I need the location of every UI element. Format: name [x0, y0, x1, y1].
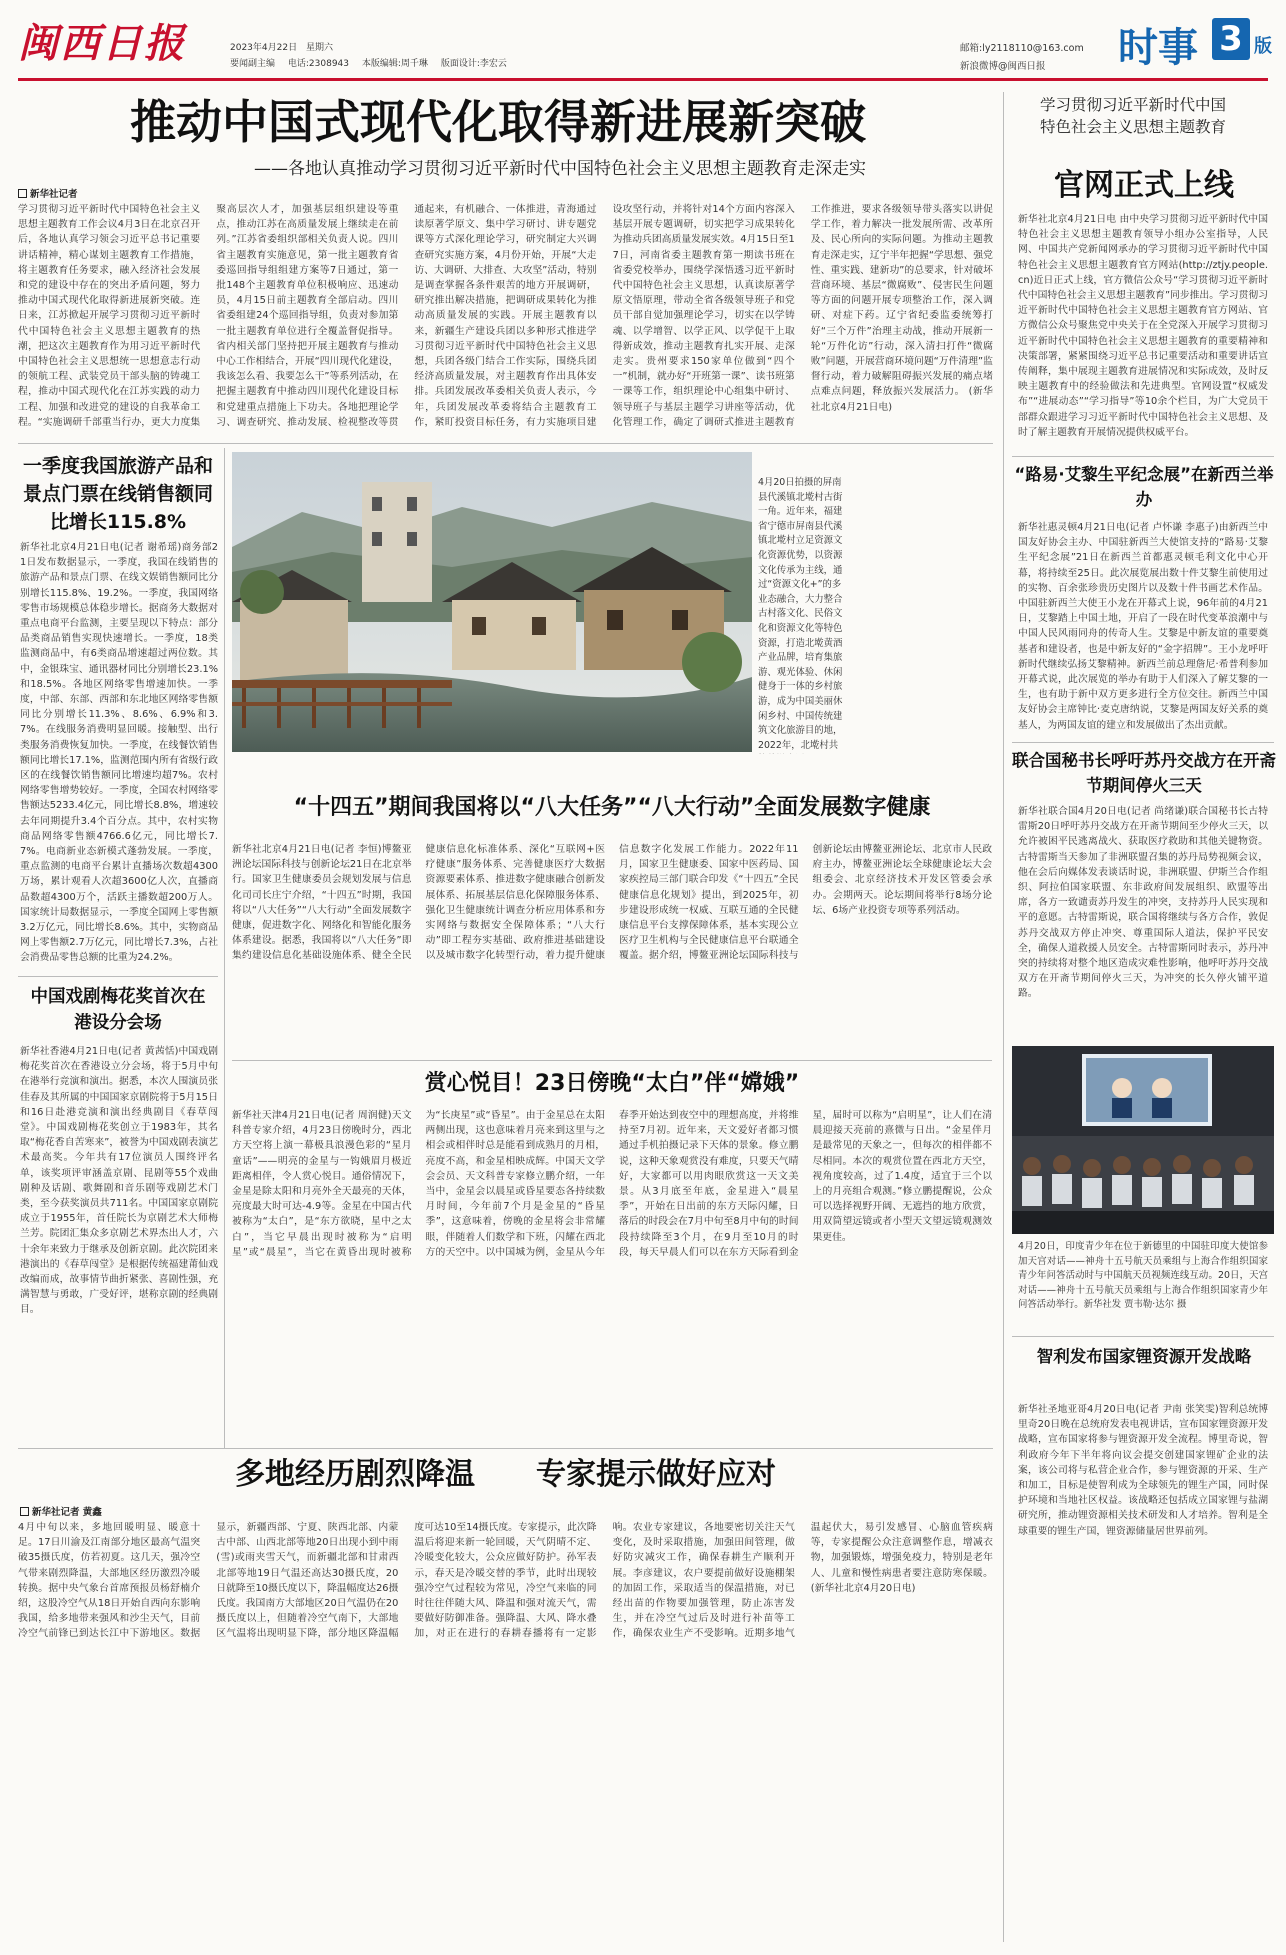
alley-body: 新华社惠灵顿4月21日电(记者 卢怀谦 李惠子)由新西兰中国友好协会主办、中国驻新西兰大使馆支持的“路易·艾黎生平纪念展”21日在新西兰首都惠灵顿毛利文化中心开幕，将持续至25日。此次展览展出数十件艾黎生前使用过的实物、百余张珍贵历史图片以及数十件书画艺术作品。中国驻新西兰大使王小龙在开幕式上说，96年前的4月21日，艾黎踏上中国土地，开启了一段在时代变革浪潮中与中国人民风雨同舟的传奇人生。艾黎是中新友谊的重要奠基者和建设者，也是中新友好的“金字招牌”。王小龙呼吁新时代继续弘扬艾黎精神。新西兰前总理詹尼·希普利参加开幕式说，此次展览的举办有助于人们深入了解艾黎的一生，也有助于新中双方更多进行全方位交往。新西兰中国友好协会主席钟比·麦克唐纳说，艾黎是两国友好关系的奠基人，为两国友谊的建立和发展做出了杰出贡献。 [1018, 522, 1268, 731]
lithium-headline: 智利发布国家锂资源开发战略 [1036, 1347, 1252, 1366]
lead-body-text: 学习贯彻习近平新时代中国特色社会主义思想主题教育工作会议4月3日在北京召开后，各地认真学习领会习近平总书记重要讲话精神，精心谋划主题教育工作措施，将主题教育任务要求，融入经济社会发展和党的建设中存在的突出矛盾问题，努力推动中国式现代化取得新进展新突破。连日来，江苏掀起开展学习贯彻习近平新时代中国特色社会主义思想主题教育的热潮，把这次主题教育作为用习近平新时代中国特色社会主义思想统一思想意志行动的领航工程、武装党员干部头脑的铸魂工程，推动中国式现代化在江苏实践的动力工程、加强和改进党的建设的自我革命工程。“实施调研千部重当行办，更大力度集聚高层次人才，加强基层组织建设等重点，推动江苏在高质量发展上继续走在前列。”江苏省委组织部相关负责人说。四川省主题教育实施意见，第一批主题教育省委巡回指导组组建方案等7日通过，第一批148个主题教育单位积极响应、迅速动员，4月15日前主题教育全部启动。四川省委组建24个巡回指导组，负责对参加第一批主题教育单位进行全覆盖督促指导。省内相关部门坚持把开展主题教育与推动中心工作相结合，开展“四川现代化建设，我该怎么看、我要怎么干”等系列活动，在把握主题教育中推动四川现代化建设目标和党建重点措施上下功夫。各地把理论学习、调查研究、推动发展、检视整改等贯通起来，有机融合、一体推进，青海通过读原著学原文、集中学习研讨、讲专题党课等方式深化理论学习，研究制定大兴调查研究实施方案，4月份开始，开展“大走访、大调研、大排查、大攻坚”活动，特别是调查掌握各条件艰苦的地方开展调研，研究推出解决措施，把调研成果转化为推动高质量发展的实践。开展主题教育以来，新疆生产建设兵团以多种形式推进学习贯彻习近平新时代中国特色社会主义思想，兵团各级门结合工作实际，围绕兵团经济高质量发展，对主题教育作出具体安排。兵团发展改革委相关负责人表示，今年，兵团发展改革委将结合主题教育工作，紧盯投资目标任务，有力实施项目建设攻坚行动，并将针对14个方面内容深入基层开展专题调研，切实把学习成果转化为推动兵团高质量发展实效。4月15日至17日，河南省委主题教育第一期读书班在省委党校举办，围绕学深悟透习近平新时代中国特色社会主义思想，认真读原著学原文悟原理，带动全省各级领导班子和党员干部自觉加强理论学习，切实在以学铸魂、以学增智、以学正风、以学促干上取得新成效，推动主题教育扎实开展、走深走实。贵州要求150家单位做到“四个一”机制，就办好“开班第一课”、读书班第一课等工作，组织理论中心组集中研讨、领导班子与基层主题学习讲座等活动，优化管理工作，确定了调研式推进主题教育工作推进，要求各级领导带头落实以讲促学工作，着力解决一批发展所需、改革所及、民心所向的实际问题。为推动主题教育走深走实，辽宁半年把握“学思想、强党性、重实践、建新功”的总要求，针对破坏营商环境、基层“微腐败”、侵害民生问题等方面的问题开展专项整治工作，深入调研、对症下药。辽宁省纪委监委统筹打好“三个万件”治理主动战，推动开展新一轮“万件化访”行动，深入清扫打件“微腐败”问题，开展营商环境问题“万件清理”监督行动，着力破解阻碍振兴发展的痛点堵点难点问题，释放振兴发展活力。 [18, 204, 993, 428]
lead-bottom-rule [18, 443, 993, 444]
right-rule-2 [1012, 742, 1274, 743]
weather-body-text: 4月中旬以来，多地回暖明显、暖意十足。17日川渝及江南部分地区最高气温突破35摄氏度，仿若初夏。这几天，强冷空气带来剧烈降温，大部地区经历激烈冷暖转换。据中央气象台首席预报员杨舒楠介绍，这股冷空气从18日开始自西向东影响我国，给多地带来强风和沙尘天气，目前冷空气前锋已到达长江中下游地区。数据显示，新疆西部、宁夏、陕西北部、内蒙古中部、山西北部等地20日出现小到中雨(雪)或雨夹雪天气，而新疆北部和甘肃西北部等地19日气温还高达30摄氏度，20日就降至10摄氏度以下，降温幅度达26摄氏度。我国南方大部地区20日气温仍在20摄氏度以上，但随着冷空气南下，大部地区气温将出现明显下降，部分地区降温幅度可达10至14摄氏度。专家提示，此次降温后将迎来新一轮回暖，天气阴晴不定、冷暖变化较大，公众应做好防护。孙军表示，春天是冷暖交替的季节，此时出现较强冷空气过程较为常见，冷空气来临的同时往往伴随大风、降温和强对流天气，需要做好防御准备。强降温、大风、降水叠加，对正在进行的春耕春播将有一定影响。农业专家建议，各地要密切关注天气变化，及时采取措施，加强田间管理，做好防灾减灾工作，确保春耕生产顺利开展。李彦建议，农户要提前做好设施棚架的加固工作，采取适当的保温措施，对已经出苗的作物要加强管理，防止冻害发生，并在冷空气过后及时进行补苗等工作，确保农业生产不受影响。近期多地气温起伏大，易引发感冒、心脑血管疾病等，专家提醒公众注意调整作息，增减衣物，加强锻炼，增强免疫力，特别是老年人、儿童和慢性病患者要注意防寒保暖。 [18, 1522, 993, 1640]
masthead-rule [18, 78, 1268, 81]
students-photo-caption: 4月20日，印度青少年在位于新德里的中国驻印度大使馆参加天宫对话——神舟十五号航天员乘组与上海合作组织国家青少年问答活动时与中国航天员视频连线互动。20日，天宫对话——神舟十五号航天员乘组与上海合作组织国家青少年问答活动举行。新华社发 贾韦勒·达尔 摄 [1018, 1241, 1268, 1311]
weather-credit: (新华社北京4月20日电) [810, 1582, 916, 1594]
health-rule [232, 1060, 992, 1061]
students-photo [1012, 1046, 1274, 1234]
digital-health-body: 新华社北京4月21日电(记者 李恒)博鳌亚洲论坛国际科技与创新论坛21日在北京举行。国家卫生健康委员会规划发展与信息化司司长庄宁介绍，“十四五”时期，我国将以“八大任务”“八大行动”全面发展数字健康，促进数字化、网络化和智能化服务体系建设。据悉，我国将以“八大任务”即集约建设信息化基础设施体系、健全全民健康信息化标准体系、深化“互联网+医疗健康”服务体系、完善健康医疗大数据资源要素体系、推进数字健康融合创新发展体系、拓展基层信息化保障服务体系、强化卫生健康统计调查分析应用体系和夯实网络与数据安全保障体系；“八大行动”即工程夯实基础、政府推进基础建设以及城市数字化转型行动，着力提升健康信息数字化发展工作能力。2022年11月，国家卫生健康委、国家中医药局、国家疾控局三部门联合印发《“十四五”全民健康信息化规划》提出，到2025年，初步建设形成统一权威、互联互通的全民健康信息平台支撑保障体系，基本实现公立医疗卫生机构与全民健康信息平台联通全覆盖。据介绍，博鳌亚洲论坛国际科技与创新论坛由博鳌亚洲论坛、北京市人民政府主办，博鳌亚洲论坛全球健康论坛大会组委会、北京经济技术开发区管委会承办。会期两天。论坛期间将举行8场分论坛、6场产业投资专项等系列活动。 [232, 844, 992, 962]
masthead-line2 [230, 56, 507, 69]
lead-byline: 新华社记者 [18, 186, 78, 200]
page-number: 3 [1212, 18, 1250, 60]
village-photo-image [232, 452, 752, 752]
lead-credit: (新华社北京4月21日电) [810, 386, 993, 413]
right-col-divider [1003, 92, 1004, 1942]
weather-headline [18, 1454, 993, 1496]
weather-body [18, 1520, 993, 1948]
issue-weekday: 星期六 [305, 43, 333, 53]
right-rule-1 [1012, 456, 1274, 457]
left-col-divider [224, 448, 225, 1448]
logo: 闽西日报 [18, 20, 186, 67]
proof-info: 本版编辑:周千琳 [361, 59, 428, 69]
digital-health-headline: “十四五”期间我国将以“八大任务”“八大行动”全面发展数字健康 [293, 795, 931, 820]
lead-headline: 推动中国式现代化取得新进展新突破 [130, 95, 866, 149]
opera-headline: 中国戏剧梅花奖首次在港设分会场 [30, 987, 206, 1033]
email-info: 邮箱:ly2118110@163.com [960, 43, 1084, 54]
lithium-body: 新华社圣地亚哥4月20日电(记者 尹南 张笑雯)智利总统博里奇20日晚在总统府发表电视讲话，宣布国家锂资源开发战略，宣布国家将参与锂资源开发全流程。博里奇说，智利政府今年下半年将向议会提交创建国家锂矿企业的法案，该公司将与私营企业合作，参与锂资源的开采、生产和加工，目标是使智利成为全球领先的锂生产国，同时保护环境和当地社区权益。该战略还包括成立国家锂与盐湖研究所，推动锂资源相关技术研发和人才培养。智利是全球重要的锂生产国，锂资源储量居世界前列。 [1018, 1404, 1268, 1537]
village-photo-caption: 4月20日拍摄的屏南县代溪镇北墘村古街一角。近年来，福建省宁德市屏南县代溪镇北墘村立足资源文化资源优势，以资源文化传承为主线，通过“资源文化+”的多业态融合，大力整合古村落文化、民俗文化和资源文化等特色资源，打造北墘黄酒产业品牌，培育集旅游、观光体验、休闲健身于一体的乡村旅游，成为中国美丽休闲乡村、中国传统建筑文化旅游目的地，2022年，北墘村共 [758, 477, 843, 751]
topic-kicker: 学习贯彻习近平新时代中国特色社会主义思想主题教育 [1040, 96, 1227, 136]
masthead-line1 [230, 40, 333, 53]
right-rule-3 [1012, 1336, 1274, 1337]
tourism-rule [18, 976, 218, 977]
editor-info: 要闻副主编 [230, 59, 276, 69]
issue-date: 2023年4月22日 [230, 43, 298, 53]
lead-body [18, 202, 993, 438]
lead-subhead: ——各地认真推动学习贯彻习近平新时代中国特色社会主义思想主题教育走深走实 [254, 159, 866, 179]
opera-body: 新华社香港4月21日电(记者 黄茜恬)中国戏剧梅花奖首次在香港设立分会场，将于5月中旬在港举行竞演和演出。据悉，本次人围演员张佳春及其所属的中国国家京剧院将于5月15日和16日赴港竞演和演出经典剧目《春草闯堂》。中国戏剧梅花奖创立于1983年，其名取“梅花香自苦寒来”，被誉为中国戏剧表演艺术最高奖。今年共有17位演员人围终评名单，该奖项评审涵盖京剧、昆剧等55个戏曲剧种及话剧、歌舞剧和音乐剧等戏剧艺术门类，至今获奖演员共711名。中国国家京剧院成立于1955年，首任院长为京剧艺术大师梅兰芳。院团汇集众多京剧艺术界杰出人才，六十余年来致力于继承及创新京剧。此次院团来港演出的《春草闯堂》是根据传统福建莆仙戏改编而成，故事情节曲折紧张、喜剧性强，充满智慧与勇敢，广受好评，堪称京剧的经典剧目。 [20, 1046, 218, 1316]
page-unit: 版 [1254, 36, 1272, 57]
weibo-info: 新浪微博@闽西日报 [960, 61, 1046, 72]
weather-headline-part1: 多地经历剧烈降温 [235, 1457, 476, 1492]
official-site-headline: 官网正式上线 [1054, 168, 1234, 203]
venus-headline: 赏心悦目！23日傍晚“太白”伴“嫦娥” [424, 1071, 800, 1096]
alley-headline: “路易·艾黎生平纪念展”在新西兰举办 [1014, 465, 1274, 509]
venus-body: 新华社天津4月21日电(记者 周润健)天文科普专家介绍，4月23日傍晚时分，西北方天空将上演一幕极具浪漫色彩的“星月童话”——明亮的金星与一钩娥眉月极近距离相伴，令人赏心悦目。通俗情况下，金星是除太阳和月亮外全天最亮的天体，亮度最大时可达-4.9等。金星在中国古代被称为“太白”，是“东方欲晓，星中之太白”，当它早晨出现时被称为“启明星”或“晨星”，当它在黄昏出现时被称为“长庚星”或“昏星”。由于金星总在太阳两侧出现，这也意味着月亮来到这里与之相会或相伴时总是能看到成熟月的月相，亮度不高，和金星相映成辉。中国天文学会会员、天文科普专家修立鹏介绍，一年当中，金星会以晨星或昏星要态各持续数月时间，今年前7个月是金星的“昏星季”，这意味着，傍晚的金星将会非常耀眼，伴随着人们数学和下班，闪耀在西北方的天空中。以中国城为例，金星从今年春季开始达到夜空中的理想高度，并将维持至7月初。近年来，天文爱好者都习惯通过手机拍摄记录下天体的景象。修立鹏说，这种天象观赏没有难度，只要天气晴好，大家都可以用肉眼欣赏这一天文美景。从3月底至年底，金星进入“晨星季”，开始在日出前的东方天际闪耀，日落后的时段会在7月中旬至8月中旬的时间段持续降至3个月，在9月至10月的时段，每天早晨人们可以在东方天际看到金星，届时可以称为“启明星”，让人们在清晨迎接天亮前的熹微与日出。“金星伴月是最常见的天象之一，但每次的相伴都不尽相同。本次的观赏位置在西北方天空，视角度较高，过了1.4度，适宜于三个以上的月亮组合观测。”修立鹏提醒说，公众可以选择视野开阔、无遮挡的地方欣赏，用双筒望远镜或者小型天文望远镜观测效果更佳。 [232, 1110, 992, 1258]
tourism-headline: 一季度我国旅游产品和景点门票在线销售额同比增长115.8% [22, 455, 213, 533]
students-photo-image [1012, 1046, 1274, 1234]
sudan-headline: 联合国秘书长呼吁苏丹交战方在开斋节期间停火三天 [1012, 751, 1276, 795]
weather-headline-part2: 专家提示做好应对 [535, 1457, 776, 1492]
official-site-body: 新华社北京4月21日电 由中央学习贯彻习近平新时代中国特色社会主义思想主题教育领导小组办公室指导，人民网、中国共产党新闻网承办的学习贯彻习近平新时代中国特色社会主义思想主题教育官方网站(http://ztjy.people.cn)近日正式上线，官方微信公众号“学习贯彻习近平新时代中国特色社会主义思想主题教育”同步推出。学习贯彻习近平新时代中国特色社会主义思想主题教育官方网站、官方微信公众号聚焦党中央关于在全党深入开展学习贯彻习近平新时代中国特色社会主义思想主题教育的重要精神和决策部署，紧紧围绕习近平总书记重要活动和重要讲话宣传阐释，集中展现主题教育进展情况和实际成效，及时反映主题教育中的经验做法和先进典型。官网设置“权威发布”“进展动态”“学习指导”等10余个栏目，为广大党员干部群众跟进学习习近平新时代中国特色社会主义思想、及时了解主题教育开展情况提供权威平台。 [1018, 214, 1268, 438]
phone-info: 电话:2308943 [287, 59, 350, 69]
village-photo [232, 452, 752, 752]
tourism-body: 新华社北京4月21日电(记者 谢希瑶)商务部21日发布数据显示，一季度，我国在线销售的旅游产品和景点门票、在线文娱销售额同比分别增长115.8%、19.2%。一季度，我国网络零售市场规模总体稳步增长。据商务大数据对重点电商平台监测，主要呈现以下特点：部分品类商品销售实现快速增长。一季度，18类监测商品中，有6类商品增速超过两位数。其中，金银珠宝、通讯器材同比分别增长23.1%和18.5%。各地区网络零售增速加快。一季度，中部、东部、西部和东北地区网络零售额同比分别增长11.3%、8.6%、6.9%和3.7%。在线服务消费明显回暖。接触型、出行类服务消费恢复加快。一季度，在线餐饮销售额同比增长17.1%，监测范围内所有省级行政区的在线餐饮销售额同比增速均超7%。农村网络零售增势较好。一季度，全国农村网络零售额达5233.4亿元，同比增长8.8%，增速较去年同期提升3.4个百分点。其中，农村实物商品网络零售额4766.6亿元，同比增长7.7%。电商新业态新模式蓬勃发展。一季度，重点监测的电商平台累计直播场次数超4300万场，累计观看人次超3600亿人次，直播商品数超4300万个，活跃主播数超200万人。国家统计局数据显示，一季度全国网上零售额3.2万亿元，同比增长8.6%。其中，实物商品网上零售额2.7万亿元，同比增长7.3%，占社会消费品零售总额的比重为24.2%。 [20, 542, 218, 964]
sudan-body: 新华社联合国4月20日电(记者 尚绪谦)联合国秘书长古特雷斯20日呼吁苏丹交战方在开斋节期间至少停火三天，以允许被困平民逃离战火、获取医疗救助和其他关键物资。古特雷斯当天参加了非洲联盟召集的苏丹局势视频会议，他在会后向媒体发表谈话时说，非洲联盟、伊斯兰合作组织、阿拉伯国家联盟、东非政府间发展组织、欧盟等出席，各方一致谴责苏丹发生的冲突，支持苏丹人民实现和平的意愿。古特雷斯说，联合国将继续与各方合作，敦促苏丹交战双方停止冲突、尊重国际人道法，保护平民安全，确保人道救援人员安全。古特雷斯同时表示，苏丹冲突的持续将对整个地区造成灾难性影响，他呼吁苏丹交战双方在开斋节期间停火三天，为冲突的长久停火铺平道路。 [1018, 806, 1268, 1000]
weather-byline: 新华社记者 黄鑫 [20, 1504, 102, 1518]
section-name: 时事 [1118, 25, 1198, 71]
design-info: 版面设计:李宏云 [440, 59, 507, 69]
weather-top-rule [18, 1448, 993, 1449]
masthead [0, 0, 1286, 80]
